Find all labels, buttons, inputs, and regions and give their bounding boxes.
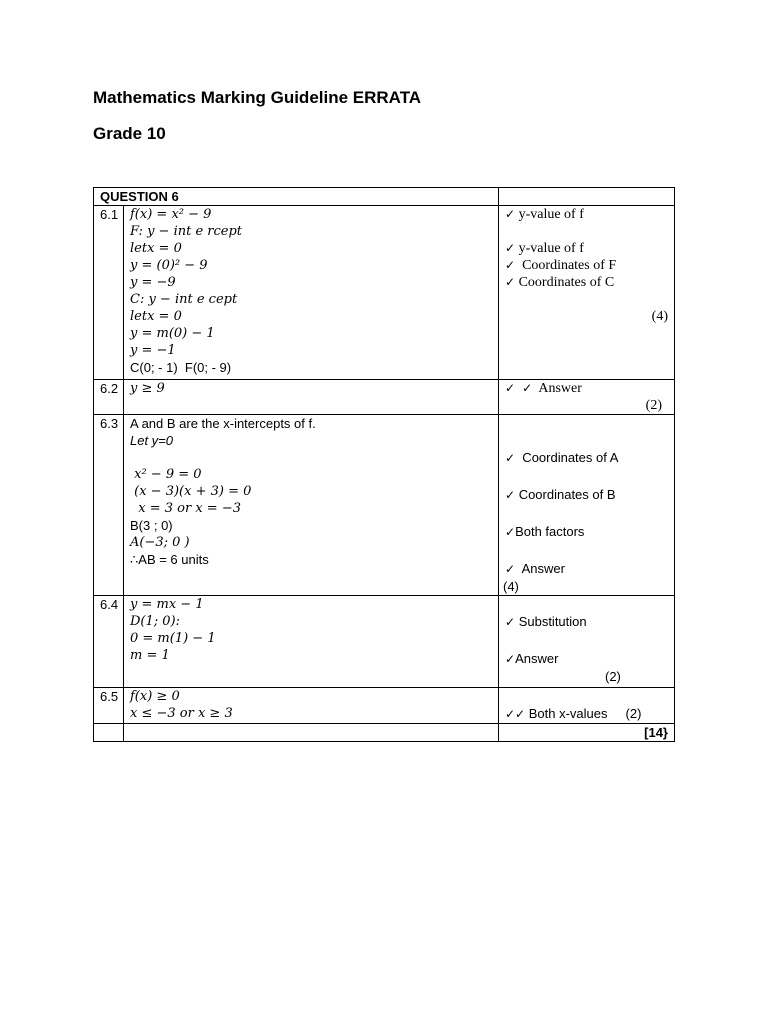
marks-cell [499,596,675,688]
question-number: 6.3 [94,415,124,596]
mark-label: Coordinates of B [518,487,616,502]
mark-label: Coordinates of F [518,258,617,273]
question-number: 6.4 [94,596,124,688]
solution-line: ∴AB = 6 units [130,552,209,567]
question-number: 6.1 [94,206,124,380]
mark-label: Answer [518,561,565,576]
solution-line: m = 1 [130,648,170,663]
check-icon: ✓ [505,258,516,272]
mark-label: y-value of f [518,241,584,256]
solution-line: x = 3 or x = −3 [130,501,241,516]
solution-line: letx = 0 [130,309,182,324]
marks-cell [499,206,675,380]
solution-line: f(x) = x² − 9 [130,207,212,222]
mark-total: (2) [605,669,621,684]
mark-label: Both factors [515,524,585,539]
solution-line: F: y − int e rcept [130,224,243,239]
solution-line: y = (0)² − 9 [130,258,208,273]
check-icon: ✓ [505,451,516,465]
solution-line: C: y − int e cept [130,292,238,307]
marks-cell [499,380,675,415]
mark-total: (4) [651,309,668,324]
page-title: Mathematics Marking Guideline ERRATA [93,88,422,107]
table-row [94,380,675,415]
solution-cell [124,380,499,415]
table-row [94,688,675,724]
mark-label: Coordinates of C [518,275,615,290]
solution-line: y = −1 [130,343,176,358]
solution-line: y = mx − 1 [130,597,204,612]
mark-label: y-value of f [518,207,584,222]
check-icon: ✓ [505,207,516,221]
check-icon: ✓ [505,275,516,289]
mark-total: (2) [645,398,662,413]
solution-line: 0 = m(1) − 1 [130,631,216,646]
check-icon: ✓ [505,241,516,255]
solution-line: (x − 3)(x + 3) = 0 [130,484,252,499]
solution-line: B(3 ; 0) [130,518,173,533]
solution-cell [124,688,499,724]
solution-line: letx = 0 [130,241,182,256]
solution-line: A and B are the x-intercepts of f. [130,416,316,431]
mark-label: Substitution [518,614,587,629]
mark-label: Answer [515,651,559,666]
check-icon: ✓ [505,488,516,502]
check-icon: ✓ [505,381,516,395]
marks-cell [499,415,675,596]
question-header: QUESTION 6 [94,188,499,206]
mark-label: Both x-values [525,706,608,721]
empty-cell [94,724,124,742]
grand-total: [14} [499,724,675,742]
solution-cell [124,596,499,688]
solution-cell [124,206,499,380]
grade-heading: Grade 10 [93,124,166,143]
solution-cell [124,415,499,596]
table-row [94,415,675,596]
table-row [94,596,675,688]
solution-line: x² − 9 = 0 [130,467,202,482]
solution-line: C(0; - 1) F(0; - 9) [130,360,232,375]
check-icon: ✓ [505,562,516,576]
solution-line: y = −9 [130,275,176,290]
solution-line: D(1; 0): [130,614,181,629]
check-icon: ✓ [505,525,516,539]
check-icon: ✓ [522,381,533,395]
empty-cell [124,724,499,742]
solution-line: x ≤ −3 or x ≥ 3 [130,706,233,721]
solution-line: Let y=0 [130,433,174,448]
marking-table [93,187,675,742]
solution-line: A(−3; 0 ) [130,535,190,550]
total-row [94,724,675,742]
mark-total: (2) [625,706,642,721]
table-row [94,206,675,380]
check-icon: ✓✓ [505,707,526,721]
header-empty-cell [499,188,675,206]
solution-line: f(x) ≥ 0 [130,689,180,704]
marks-cell [499,688,675,724]
question-number: 6.2 [94,380,124,415]
solution-line: y ≥ 9 [130,381,165,396]
question-number: 6.5 [94,688,124,724]
table-header-row [94,188,675,206]
check-icon: ✓ [505,615,516,629]
mark-label: Answer [532,381,582,396]
mark-total: (4) [503,579,519,594]
solution-line: y = m(0) − 1 [130,326,215,341]
check-icon: ✓ [505,652,516,666]
mark-label: Coordinates of A [518,450,619,465]
